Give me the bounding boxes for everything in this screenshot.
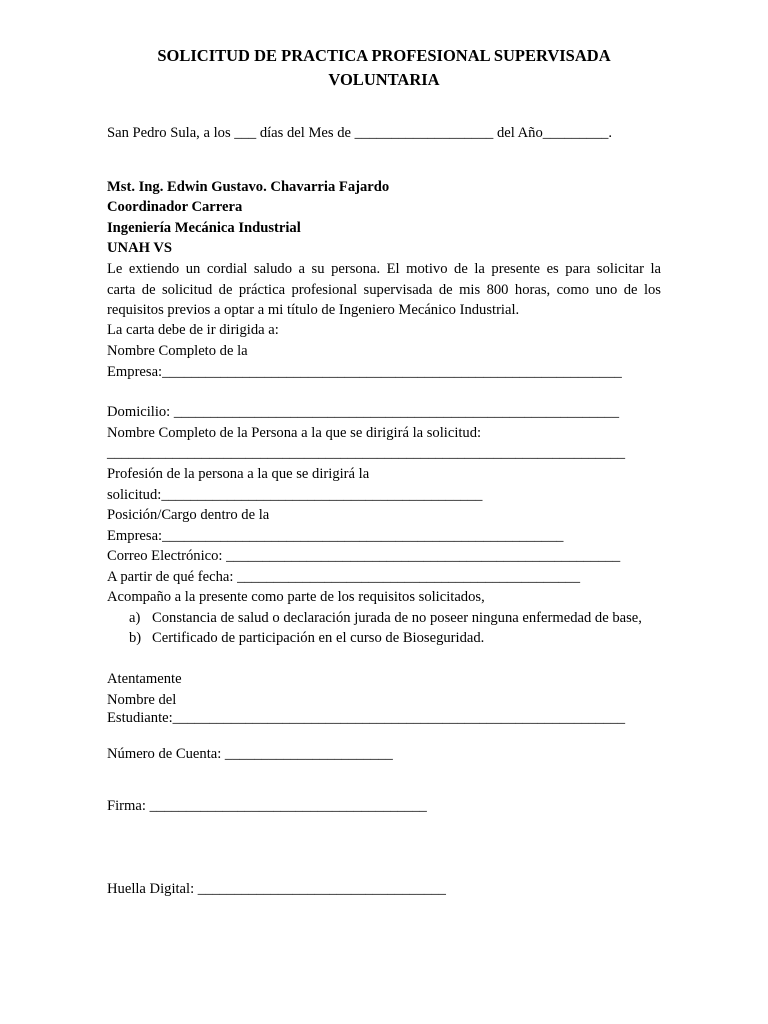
profession-field: solicitud:____________________________________________ xyxy=(107,487,483,503)
position-field: Empresa:_______________________________________________________ xyxy=(107,528,564,544)
account-number-field: Número de Cuenta: _______________________ xyxy=(107,746,393,762)
position-label: Posición/Cargo dentro de la xyxy=(107,507,270,523)
company-name-label: Nombre Completo de la xyxy=(107,343,248,359)
recipient-name: Mst. Ing. Edwin Gustavo. Chavarria Fajardo xyxy=(107,179,390,195)
email-field: Correo Electrónico: ______________________________________________________ xyxy=(107,548,621,564)
profession-label: Profesión de la persona a la que se dirigirá la xyxy=(107,466,370,482)
form-intro: La carta debe de ir dirigida a: xyxy=(107,322,279,338)
document-title-line-2: VOLUNTARIA xyxy=(328,70,440,89)
person-name-label: Nombre Completo de la Persona a la que se dirigirá la solicitud: xyxy=(107,425,482,441)
body-paragraph xyxy=(107,259,661,321)
body-line: Le extiendo un cordial saludo a su persona. El motivo de la presente es para solicitar la xyxy=(107,261,661,277)
signature-field: Firma: ______________________________________ xyxy=(107,798,427,814)
attachment-item xyxy=(129,608,642,628)
student-name-field: Estudiante:______________________________________________________________ xyxy=(107,710,626,726)
list-marker: b) xyxy=(129,630,142,646)
list-marker: a) xyxy=(129,610,141,626)
attachment-item xyxy=(129,628,484,648)
recipient-department: Ingeniería Mecánica Industrial xyxy=(107,220,301,236)
company-name-field: Empresa:_______________________________________________________________ xyxy=(107,364,622,380)
fingerprint-field: Huella Digital: __________________________________ xyxy=(107,881,446,897)
recipient-role: Coordinador Carrera xyxy=(107,199,243,215)
attachments-intro: Acompaño a la presente como parte de los requisitos solicitados, xyxy=(107,589,485,605)
date-line: San Pedro Sula, a los ___ días del Mes de ___________________ del Año_________. xyxy=(107,125,613,141)
student-name-label: Nombre del xyxy=(107,692,177,708)
closing-regards: Atentamente xyxy=(107,671,182,687)
person-name-field: _______________________________________________________________________ xyxy=(107,445,626,461)
start-date-field: A partir de qué fecha: _______________________________________________ xyxy=(107,569,581,585)
recipient-institution: UNAH VS xyxy=(107,240,173,256)
document-title-line-1: SOLICITUD DE PRACTICA PROFESIONAL SUPERVISADA xyxy=(157,46,611,65)
body-line: carta de solicitud de práctica profesional supervisada de mis 800 horas, como uno de los xyxy=(107,281,661,298)
attachment-text: Constancia de salud o declaración jurada de no poseer ninguna enfermedad de base, xyxy=(152,610,642,626)
body-line: requisitos previos a optar a mi título de Ingeniero Mecánico Industrial. xyxy=(107,302,520,318)
attachment-text: Certificado de participación en el curso de Bioseguridad. xyxy=(152,630,485,646)
address-field: Domicilio: _____________________________________________________________ xyxy=(107,404,619,420)
